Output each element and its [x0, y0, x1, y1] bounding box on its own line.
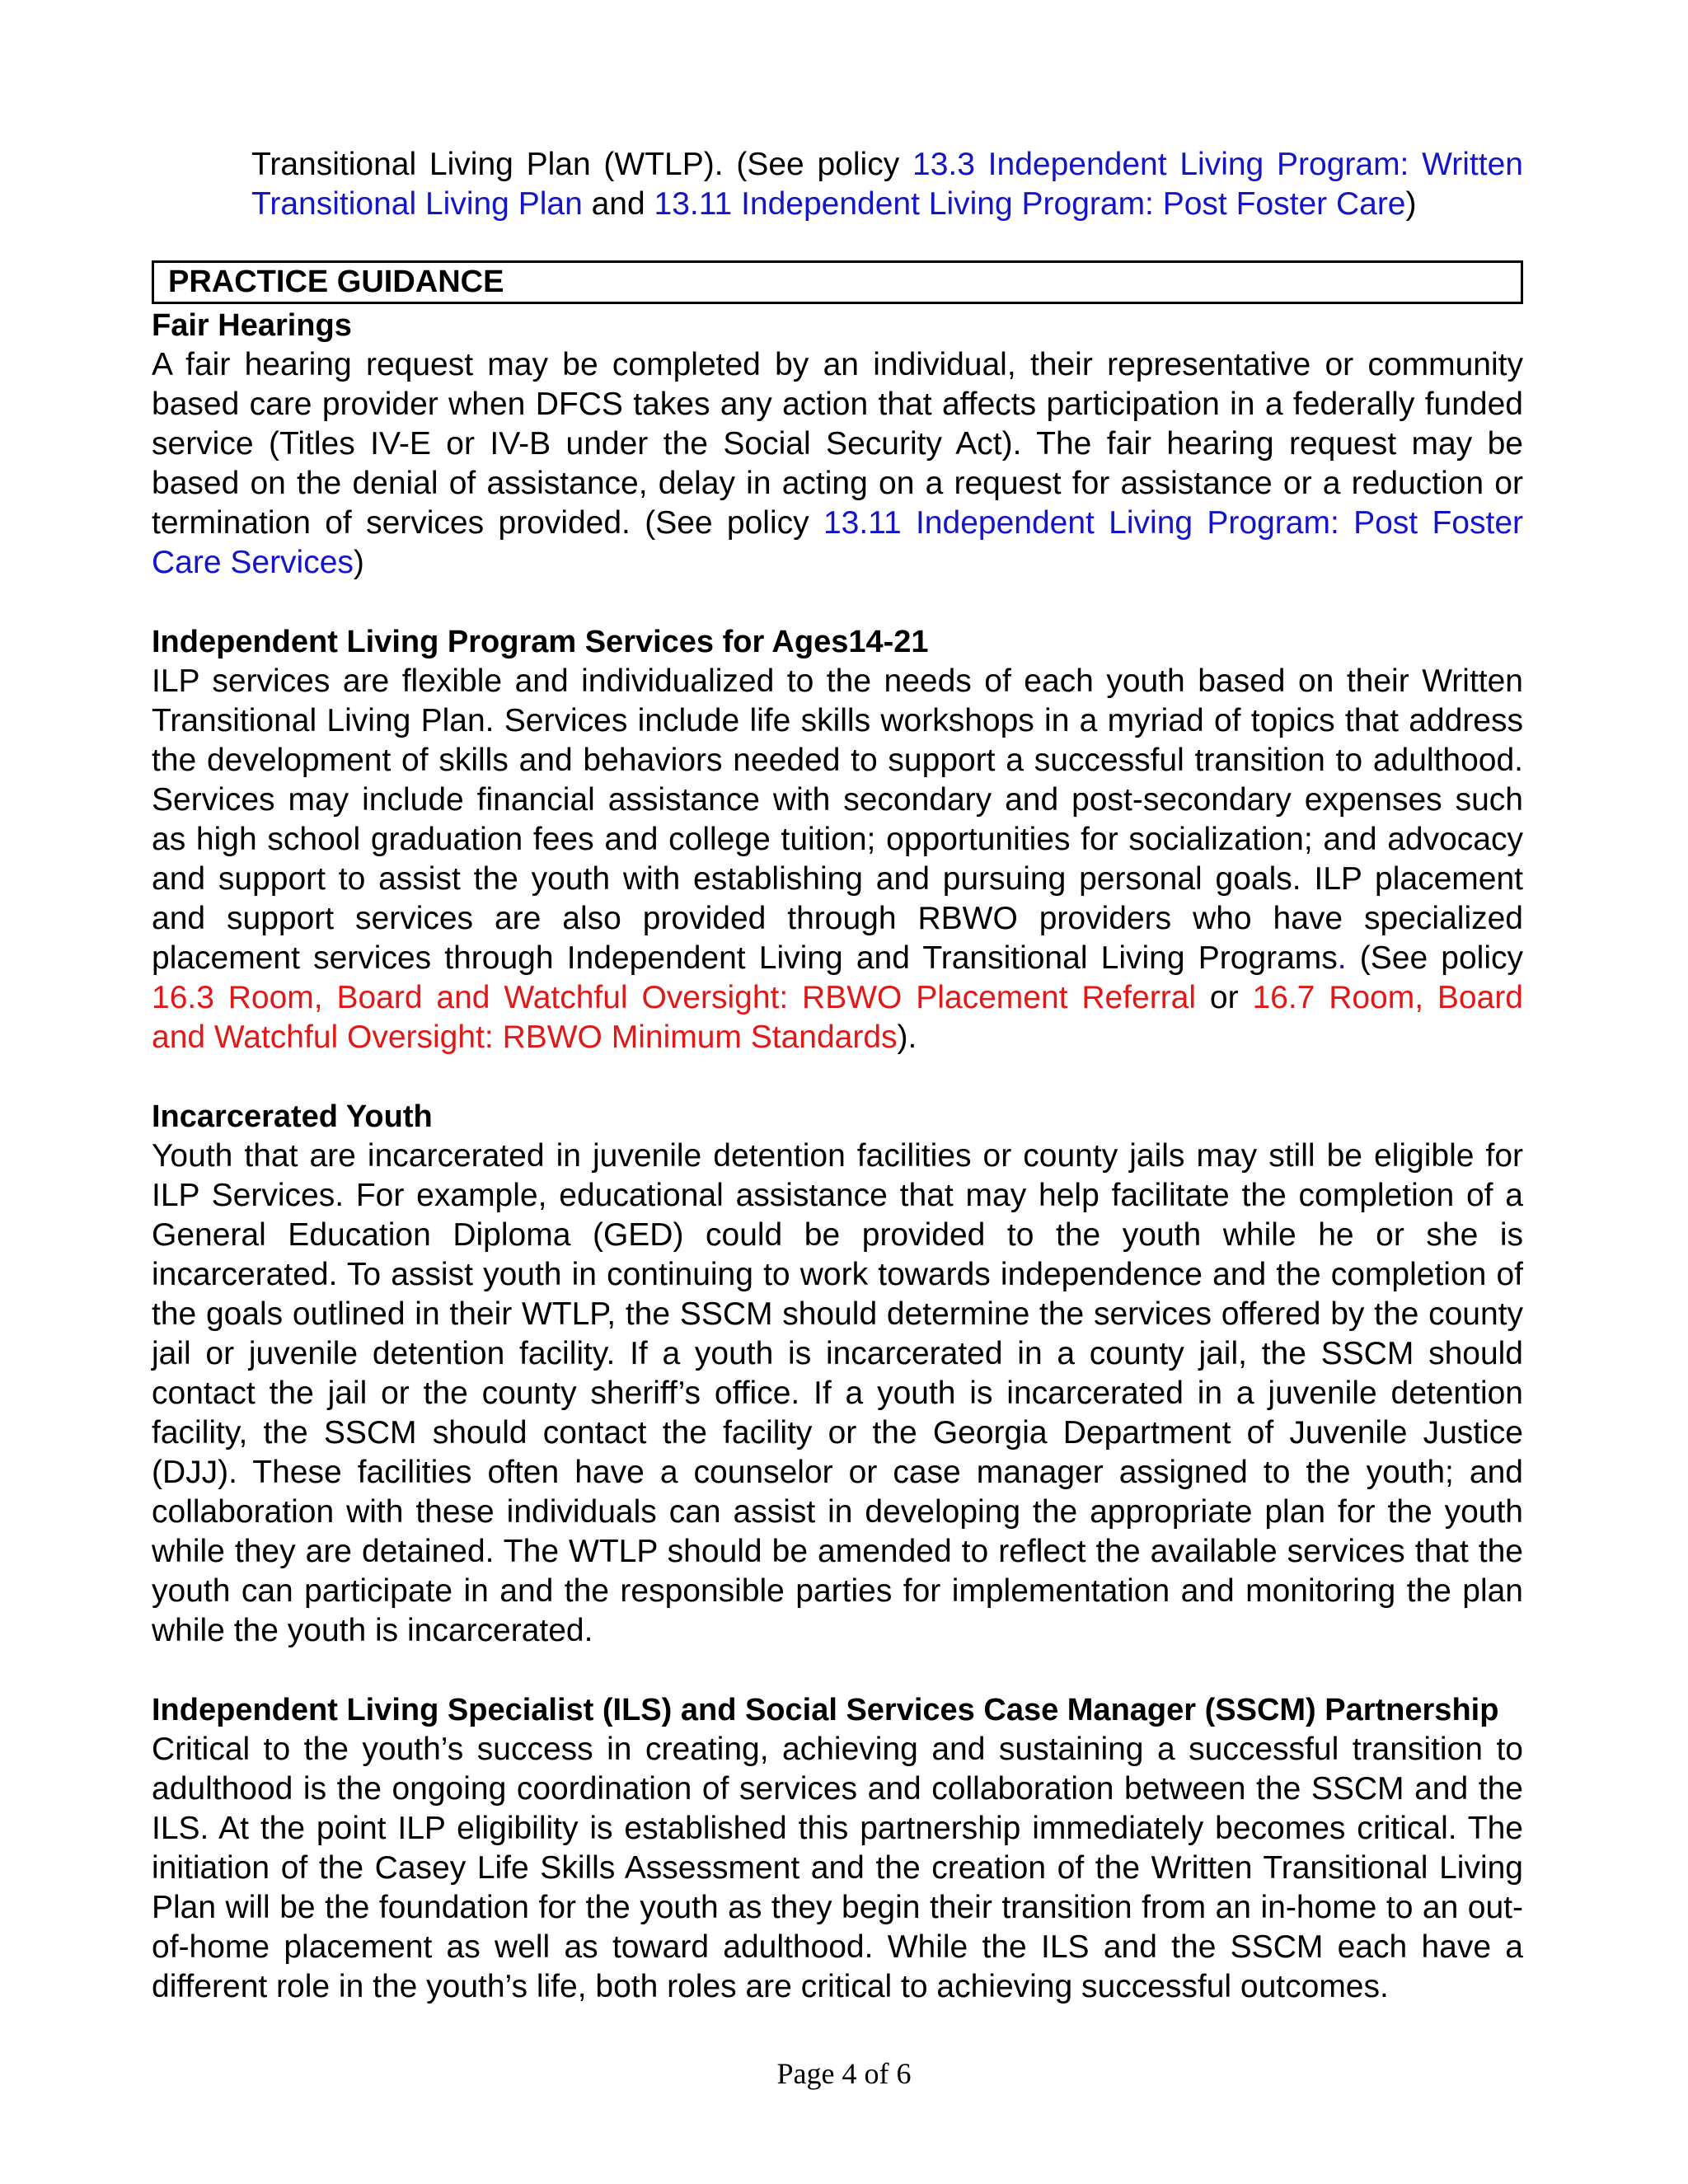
policy-link-16-7[interactable]: 16.7 Room, Board and Watchful Oversight: RBWO Minimum Standards — [152, 980, 1523, 1055]
practice-guidance-header: PRACTICE GUIDANCE — [152, 260, 1523, 304]
fair-hearings-section — [152, 306, 1523, 583]
intro-paragraph — [251, 145, 1523, 224]
page-number: Page 4 of 6 — [776, 2057, 912, 2090]
fair-hearings-heading: Fair Hearings — [152, 308, 352, 343]
ilp-services-text-after: ). — [897, 1019, 917, 1055]
policy-link-16-3[interactable]: 16.3 Room, Board and Watchful Oversight: RBWO Placement Referral — [152, 980, 1197, 1015]
ilp-services-section — [152, 622, 1523, 1057]
ilp-services-paragraph — [152, 662, 1523, 1057]
ilp-services-text-mid: (See policy — [1346, 940, 1524, 976]
policy-link-13-11[interactable]: 13.11 Independent Living Program: Post Foster Care — [654, 186, 1406, 222]
ilp-services-text-or: or — [1196, 980, 1253, 1015]
ilp-services-heading: Independent Living Program Services for Ages14-21 — [152, 625, 929, 659]
partnership-paragraph: Critical to the youth’s success in creating, achieving and sustaining a successful transition to adulthood is the ongoing coordination of services and collaboration between the SSCM and the ILS. At the point ILP eligibility is established this partnership immediately becomes critical. The initiation of the Casey Life Skills Assessment and the creation of the Written Transitional Living Plan will be the foundation for the youth as they begin their transition from an in-home to an out- of-home placement as well as toward adulthood. While the ILS and the SSCM each have a different role in the youth’s life, both roles are critical to achieving successful outcomes. — [152, 1732, 1523, 2004]
policy-link-13-11-services[interactable]: 13.11 Independent Living Program: Post Foster Care Services — [152, 505, 1523, 580]
ilp-services-period: . — [1337, 940, 1347, 976]
incarcerated-youth-section — [152, 1097, 1523, 1651]
partnership-heading: Independent Living Specialist (ILS) and Social Services Case Manager (SSCM) Partnership — [152, 1693, 1499, 1727]
policy-link-13-3[interactable]: 13.3 Independent Living Program: Written Transitional Living Plan — [251, 147, 1523, 222]
incarcerated-youth-paragraph: Youth that are incarcerated in juvenile detention facilities or county jails may still be eligible for ILP Services. For example, educational assistance that may help facilitate the completion of a General Education Diploma (GED) could be provided to the youth while he or she is incarcerated. To assist youth in continuing to work towards independence and the completion of the goals outlined in their WTLP, the SSCM should determine the services offered by the county jail or juvenile detention facility. If a youth is incarcerated in a county jail, the SSCM should contact the jail or the county sheriff’s office. If a youth is incarcerated in a juvenile detention facility, the SSCM should contact the facility or the Georgia Department of Juvenile Justice (DJJ). These facilities often have a counselor or case manager assigned to the youth; and collaboration with these individuals can assist in developing the appropriate plan for the youth while they are detained. The WTLP should be amended to reflect the available services that the youth can participate in and the responsible parties for implementation and monitoring the plan while the youth is incarcerated. — [152, 1138, 1523, 1648]
incarcerated-youth-heading: Incarcerated Youth — [152, 1099, 433, 1134]
fair-hearings-paragraph — [152, 345, 1523, 583]
intro-text-before: Transitional Living Plan (WTLP). (See policy — [251, 147, 912, 182]
ilp-services-text: ILP services are flexible and individualized to the needs of each youth based on their Written Transitional Living Plan. Services include life skills workshops in a myriad of topics that address the development of skills and behaviors needed to support a successful transition to adulthood. Services may include financial assistance with secondary and post-secondary expenses such as high school graduation fees and college tuition; opportunities for socialization; and advocacy and support to assist the youth with establishing and pursuing personal goals. ILP placement and support services are also provided through RBWO providers who have specialized placement services through Independent Living and Transitional Living Programs — [152, 663, 1523, 976]
fair-hearings-text-after: ) — [353, 545, 364, 580]
intro-text-mid: and — [582, 186, 654, 222]
partnership-section — [152, 1690, 1523, 2007]
policy-page — [152, 145, 1523, 2007]
intro-text-after: ) — [1405, 186, 1417, 222]
fair-hearings-text: A fair hearing request may be completed by an individual, their representative or community based care provider when DFCS takes any action that affects participation in a federally funded service (Titles IV-E or IV-B under the Social Security Act). The fair hearing request may be based on the denial of assistance, delay in acting on a request for assistance or a reduction or termination of services provided. (See policy — [152, 347, 1523, 541]
